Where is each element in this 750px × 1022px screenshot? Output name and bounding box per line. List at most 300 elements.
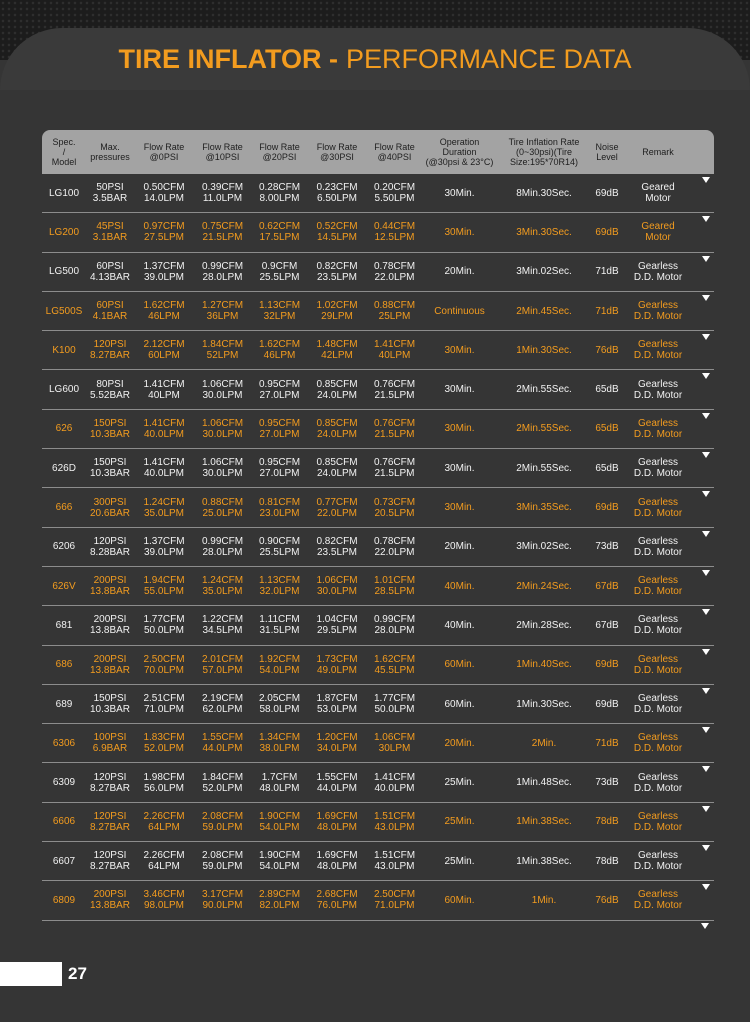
table-cell-line: 4.13BAR <box>89 271 131 283</box>
table-cell-line: 78dB <box>595 855 619 867</box>
table-cell-line: 6306 <box>52 737 76 749</box>
table-cell-line: 1.62CFM <box>373 653 416 665</box>
table-cell-line: 1.73CFM <box>316 653 358 665</box>
table-cell-line: 78dB <box>595 816 619 828</box>
table-cell <box>592 895 622 906</box>
table-cell-line: 52.0LPM <box>202 782 243 794</box>
table-cell <box>592 738 622 749</box>
table-cell-line: 25.5LPM <box>259 271 300 283</box>
table-cell-line: 49.0LPM <box>316 664 358 676</box>
header-cell-line: @30PSI <box>320 152 354 162</box>
row-marker-icon <box>702 806 710 812</box>
header-cell-line: Noise <box>595 142 619 152</box>
table-row <box>42 528 714 567</box>
table-cell-line: 2.50CFM <box>373 889 416 901</box>
table-cell-line: 32.0LPM <box>259 586 300 598</box>
table-cell-line: 2.05CFM <box>258 693 301 704</box>
table-cell-line: 44.0LPM <box>316 782 358 794</box>
header-cell-line: Flow Rate <box>259 142 300 152</box>
table-cell <box>622 536 694 558</box>
table-cell <box>366 261 423 283</box>
table-cell-line: 0.28CFM <box>258 182 301 194</box>
table-cell-line: 1.37CFM <box>143 535 185 547</box>
table-cell-line: Motor <box>645 232 671 244</box>
table-cell-line: Geared <box>641 221 675 233</box>
table-cell-line: 13.8BAR <box>89 900 131 912</box>
table-cell <box>134 300 194 322</box>
table-cell-line: 40Min. <box>444 580 475 592</box>
table-cell-line: 69dB <box>595 659 619 671</box>
table-cell <box>592 620 622 631</box>
table-cell-line: 4.1BAR <box>92 311 128 323</box>
table-cell-line: 20Min. <box>444 266 475 278</box>
table-cell-line: 686 <box>55 659 73 671</box>
table-cell <box>592 541 622 552</box>
table-cell-line: 1.69CFM <box>316 810 358 822</box>
table-cell-line: 21.5LPM <box>374 389 415 401</box>
row-marker-icon <box>702 570 710 576</box>
table-cell-line: 0.82CFM <box>316 260 358 272</box>
table-cell <box>592 227 622 238</box>
table-cell-line: 0.95CFM <box>258 457 301 469</box>
table-cell <box>423 699 496 710</box>
row-marker-icon <box>702 452 710 458</box>
table-cell-line: 1.90CFM <box>258 850 301 862</box>
table-cell <box>423 423 496 434</box>
table-cell <box>308 221 366 243</box>
table-cell <box>194 614 251 636</box>
table-cell-line: 2.08CFM <box>201 850 244 862</box>
table-cell-line: 60Min. <box>444 659 475 671</box>
table-cell-line: 0.62CFM <box>258 221 301 233</box>
table-cell-line: 0.78CFM <box>373 260 416 272</box>
table-cell-line: 24.0LPM <box>316 389 358 401</box>
table-cell-line: 681 <box>55 619 73 631</box>
table-cell-line: 64LPM <box>148 861 180 873</box>
table-cell-line: 8.27BAR <box>89 821 131 833</box>
table-cell <box>366 772 423 794</box>
table-cell <box>496 345 592 356</box>
table-cell-line: 0.82CFM <box>316 535 358 547</box>
table-cell-line: 12.5LPM <box>374 232 415 244</box>
table-cell <box>366 811 423 833</box>
table-cell-line: D.D. Motor <box>633 821 683 833</box>
row-marker-icon <box>702 334 710 340</box>
table-cell-line: 28.0LPM <box>202 271 243 283</box>
table-row <box>42 606 714 645</box>
table-cell <box>251 889 308 911</box>
table-cell <box>194 221 251 243</box>
table-cell-line: 24.0LPM <box>316 428 358 440</box>
table-cell <box>251 693 308 715</box>
table-cell-line: 0.76CFM <box>373 378 416 390</box>
table-cell <box>622 654 694 676</box>
table-cell-line: 2Min. <box>531 737 557 749</box>
table-cell <box>622 457 694 479</box>
table-cell <box>592 816 622 827</box>
table-cell-line: 65dB <box>595 384 619 396</box>
table-cell-line: D.D. Motor <box>633 507 683 519</box>
table-cell-line: 23.5LPM <box>316 271 358 283</box>
table-cell-line: 0.95CFM <box>258 417 301 429</box>
table-cell <box>496 541 592 552</box>
table-cell-line: 60Min. <box>444 698 475 710</box>
table-cell-line: 6309 <box>52 777 76 789</box>
table-cell <box>592 306 622 317</box>
table-cell-line: 1Min.30Sec. <box>516 698 572 710</box>
table-cell <box>134 614 194 636</box>
table-cell-line: 50.0LPM <box>374 704 415 715</box>
table-cell-line: 0.90CFM <box>258 535 301 547</box>
table-cell-line: 2.89CFM <box>258 889 301 901</box>
table-cell-line: 1.06CFM <box>201 378 244 390</box>
row-marker-icon <box>702 727 710 733</box>
table-cell <box>86 379 134 401</box>
table-cell-line: 2.51CFM <box>143 693 185 704</box>
table-cell <box>86 732 134 754</box>
header-cell-line: / <box>62 147 66 157</box>
table-cell <box>592 699 622 710</box>
header-cell <box>496 137 592 167</box>
header-cell-line: Operation <box>439 137 480 147</box>
table-cell-line: 3.17CFM <box>201 889 244 901</box>
table-cell <box>42 384 86 395</box>
table-row <box>42 842 714 881</box>
table-cell <box>42 620 86 631</box>
table-cell-line: 1.90CFM <box>258 810 301 822</box>
table-cell <box>308 300 366 322</box>
table-cell-line: 200PSI <box>93 889 127 901</box>
table-cell <box>496 502 592 513</box>
table-cell-line: 76.0LPM <box>316 900 358 912</box>
table-cell-line: 60PSI <box>96 260 124 272</box>
table-cell <box>42 423 86 434</box>
table-cell-line: 30.0LPM <box>202 389 243 401</box>
table-cell-line: 30Min. <box>444 502 475 514</box>
table-cell-line: 3Min.30Sec. <box>516 226 572 238</box>
table-cell-line: Gearless <box>637 378 678 390</box>
table-cell-line: 1Min.38Sec. <box>516 855 572 867</box>
table-row <box>42 174 714 213</box>
table-cell-line: 1.94CFM <box>143 575 185 587</box>
table-cell <box>622 497 694 519</box>
table-cell-line: 30Min. <box>444 462 475 474</box>
table-cell-line: 25Min. <box>444 816 475 828</box>
table-cell-line: 27.0LPM <box>259 389 300 401</box>
table-cell-line: 5.52BAR <box>89 389 131 401</box>
table-cell-line: Continuous <box>434 305 485 317</box>
table-cell <box>194 261 251 283</box>
header-cell <box>366 142 423 162</box>
header-cell-line: Max. <box>100 142 120 152</box>
table-cell <box>496 463 592 474</box>
table-cell <box>366 732 423 754</box>
table-cell-line: D.D. Motor <box>633 468 683 480</box>
table-cell-line: 13.8BAR <box>89 586 131 598</box>
table-cell <box>423 816 496 827</box>
table-cell <box>42 266 86 277</box>
table-cell-line: 28.0LPM <box>374 625 415 637</box>
table-cell-line: 53.0LPM <box>316 704 358 715</box>
table-cell-line: 0.75CFM <box>201 221 244 233</box>
table-cell <box>251 732 308 754</box>
table-cell-line: 200PSI <box>93 653 127 665</box>
table-cell <box>622 732 694 754</box>
table-cell-line: 65dB <box>595 423 619 435</box>
table-cell <box>42 306 86 317</box>
page-bar <box>0 962 62 986</box>
table-cell-line: D.D. Motor <box>633 586 683 598</box>
table-cell <box>308 182 366 204</box>
table-cell <box>134 221 194 243</box>
table-cell <box>251 772 308 794</box>
table-cell <box>366 654 423 676</box>
table-cell-line: 5.50LPM <box>374 193 415 205</box>
table-cell-line: 6.50LPM <box>316 193 358 205</box>
table-cell-line: K100 <box>52 344 76 356</box>
table-cell-line: 27.5LPM <box>143 232 185 244</box>
table-cell <box>592 777 622 788</box>
table-cell <box>496 699 592 710</box>
table-cell-line: 0.44CFM <box>373 221 416 233</box>
header-cell-line: Flow Rate <box>316 142 358 152</box>
table-cell-line: 25.0LPM <box>202 507 243 519</box>
table-cell-line: 20.6BAR <box>89 507 131 519</box>
table-cell-line: 1Min.48Sec. <box>516 777 572 789</box>
table-cell <box>622 772 694 794</box>
table-cell-line: 3Min.02Sec. <box>516 541 572 553</box>
table-cell-line: 28.5LPM <box>374 586 415 598</box>
table-cell <box>251 811 308 833</box>
table-cell-line: D.D. Motor <box>633 428 683 440</box>
table-cell-line: 13.8BAR <box>89 625 131 637</box>
table-cell <box>42 581 86 592</box>
header-cell-line: @20PSI <box>262 152 297 162</box>
table-cell-line: Gearless <box>637 417 678 429</box>
header-cell-line: Flow Rate <box>374 142 415 152</box>
table-cell <box>622 693 694 715</box>
row-marker-icon <box>702 688 710 694</box>
table-cell <box>308 693 366 715</box>
table-cell <box>86 693 134 715</box>
table-cell-line: 71.0LPM <box>143 704 185 715</box>
table-cell <box>622 418 694 440</box>
table-cell-line: Gearless <box>637 732 678 744</box>
table-cell-line: 64LPM <box>148 821 180 833</box>
table-cell-line: 30Min. <box>444 423 475 435</box>
table-cell <box>86 772 134 794</box>
table-cell <box>496 266 592 277</box>
table-cell <box>423 541 496 552</box>
table-cell-line: 1.41CFM <box>373 339 416 351</box>
table-cell <box>134 536 194 558</box>
table-cell-line: 30Min. <box>444 384 475 396</box>
table-cell-line: 60LPM <box>148 350 180 362</box>
table-cell-line: 1.69CFM <box>316 850 358 862</box>
table-cell-line: 1.22CFM <box>201 614 244 626</box>
table-cell-line: 40.0LPM <box>374 782 415 794</box>
table-cell-line: 1.92CFM <box>258 653 301 665</box>
table-cell <box>134 497 194 519</box>
table-cell <box>251 536 308 558</box>
table-cell <box>622 261 694 283</box>
table-cell <box>42 345 86 356</box>
table-cell <box>496 188 592 199</box>
table-cell-line: 8.27BAR <box>89 350 131 362</box>
table-cell-line: 25LPM <box>378 311 411 323</box>
table-cell <box>308 772 366 794</box>
table-cell-line: 23.5LPM <box>316 546 358 558</box>
table-cell <box>308 261 366 283</box>
table-cell <box>592 384 622 395</box>
header-cell-line: Tire Inflation Rate <box>508 137 580 147</box>
table-cell <box>86 850 134 872</box>
table-cell <box>496 620 592 631</box>
table-cell <box>308 654 366 676</box>
table-cell-line: 2.68CFM <box>316 889 358 901</box>
table-cell <box>194 654 251 676</box>
table-cell-line: 32LPM <box>263 311 296 323</box>
table-cell <box>592 188 622 199</box>
table-row <box>42 213 714 252</box>
table-cell-line: 20Min. <box>444 737 475 749</box>
table-cell <box>366 300 423 322</box>
table-cell <box>86 575 134 597</box>
table-cell-line: 1.41CFM <box>143 378 185 390</box>
table-cell-line: 30.0LPM <box>316 586 358 598</box>
table-cell-line: LG500 <box>48 266 80 278</box>
table-cell <box>308 889 366 911</box>
table-cell-line: 62.0LPM <box>202 704 243 715</box>
table-cell-line: LG600 <box>48 384 80 396</box>
table-cell-line: 69dB <box>595 502 619 514</box>
table-cell <box>366 418 423 440</box>
table-cell-line: 25Min. <box>444 855 475 867</box>
table-cell-line: LG200 <box>48 226 80 238</box>
table-header-row <box>42 130 714 174</box>
header-cell-line: pressures <box>90 152 130 162</box>
row-marker-icon <box>702 177 710 183</box>
table-cell <box>423 463 496 474</box>
table-row <box>42 567 714 606</box>
table-cell <box>194 536 251 558</box>
row-marker-icon <box>701 923 709 929</box>
table-row <box>42 331 714 370</box>
table-cell <box>592 266 622 277</box>
table-cell <box>86 457 134 479</box>
table-cell-line: 40LPM <box>378 350 411 362</box>
page-footer <box>0 962 87 986</box>
table-cell <box>194 772 251 794</box>
performance-table <box>42 130 714 921</box>
table-cell-line: 2Min.55Sec. <box>516 423 572 435</box>
table-cell-line: 60PSI <box>96 300 124 312</box>
table-cell-line: 17.5LPM <box>259 232 300 244</box>
table-cell <box>194 379 251 401</box>
table-cell-line: 0.23CFM <box>316 182 358 194</box>
table-cell <box>86 182 134 204</box>
table-cell <box>42 463 86 474</box>
table-cell-line: 2Min.55Sec. <box>516 462 572 474</box>
table-cell-line: Motor <box>645 193 671 205</box>
table-cell-line: 1.48CFM <box>316 339 358 351</box>
table-cell-line: 0.81CFM <box>258 496 301 508</box>
table-cell-line: 29LPM <box>321 311 353 323</box>
table-cell-line: 1Min.30Sec. <box>516 344 572 356</box>
table-cell-line: 1.41CFM <box>143 457 185 469</box>
table-cell-line: 1.34CFM <box>258 732 301 744</box>
table-cell-line: 38.0LPM <box>259 743 300 755</box>
table-cell <box>251 575 308 597</box>
table-cell <box>308 575 366 597</box>
table-cell-line: 1.51CFM <box>373 850 416 862</box>
table-cell-line: Gearless <box>637 575 678 587</box>
table-row <box>42 410 714 449</box>
table-cell-line: 626 <box>55 423 73 435</box>
table-cell <box>251 654 308 676</box>
table-cell <box>622 182 694 204</box>
table-cell-line: 100PSI <box>93 732 127 744</box>
table-cell-line: 0.77CFM <box>316 496 358 508</box>
table-cell <box>86 339 134 361</box>
header-cell <box>423 137 496 167</box>
table-cell-line: 43.0LPM <box>374 821 415 833</box>
table-cell-line: 65dB <box>595 462 619 474</box>
table-cell <box>592 423 622 434</box>
table-cell-line: 0.76CFM <box>373 417 416 429</box>
table-cell-line: Gearless <box>637 614 678 626</box>
table-cell <box>134 379 194 401</box>
table-cell <box>423 620 496 631</box>
table-cell <box>496 306 592 317</box>
table-cell <box>423 659 496 670</box>
table-cell <box>134 732 194 754</box>
table-cell <box>592 502 622 513</box>
table-cell <box>496 895 592 906</box>
table-cell <box>423 777 496 788</box>
table-cell <box>622 221 694 243</box>
table-cell <box>251 221 308 243</box>
table-cell-line: 11.0LPM <box>202 193 243 205</box>
table-cell <box>194 850 251 872</box>
table-cell <box>423 306 496 317</box>
row-marker-icon <box>702 649 710 655</box>
table-cell-line: Gearless <box>637 810 678 822</box>
table-cell-line: 2Min.24Sec. <box>516 580 572 592</box>
table-cell <box>423 345 496 356</box>
header-cell-line: Level <box>596 152 618 162</box>
table-cell-line: D.D. Motor <box>633 664 683 676</box>
table-cell-line: 69dB <box>595 226 619 238</box>
table-cell <box>194 300 251 322</box>
table-cell-line: 24.0LPM <box>316 468 358 480</box>
table-cell <box>622 379 694 401</box>
table-cell-line: 50.0LPM <box>143 625 185 637</box>
table-cell <box>134 457 194 479</box>
table-cell-line: 36LPM <box>206 311 239 323</box>
table-cell-line: 98.0LPM <box>143 900 185 912</box>
table-cell <box>496 581 592 592</box>
table-cell-line: 1.27CFM <box>201 300 244 312</box>
table-cell-line: 1.13CFM <box>258 300 301 312</box>
table-cell-line: 22.0LPM <box>374 271 415 283</box>
table-cell-line: 27.0LPM <box>259 428 300 440</box>
table-cell-line: 8.27BAR <box>89 861 131 873</box>
table-cell-line: 0.85CFM <box>316 378 358 390</box>
table-cell <box>423 188 496 199</box>
header-cell <box>86 142 134 162</box>
table-cell-line: Gearless <box>637 850 678 862</box>
